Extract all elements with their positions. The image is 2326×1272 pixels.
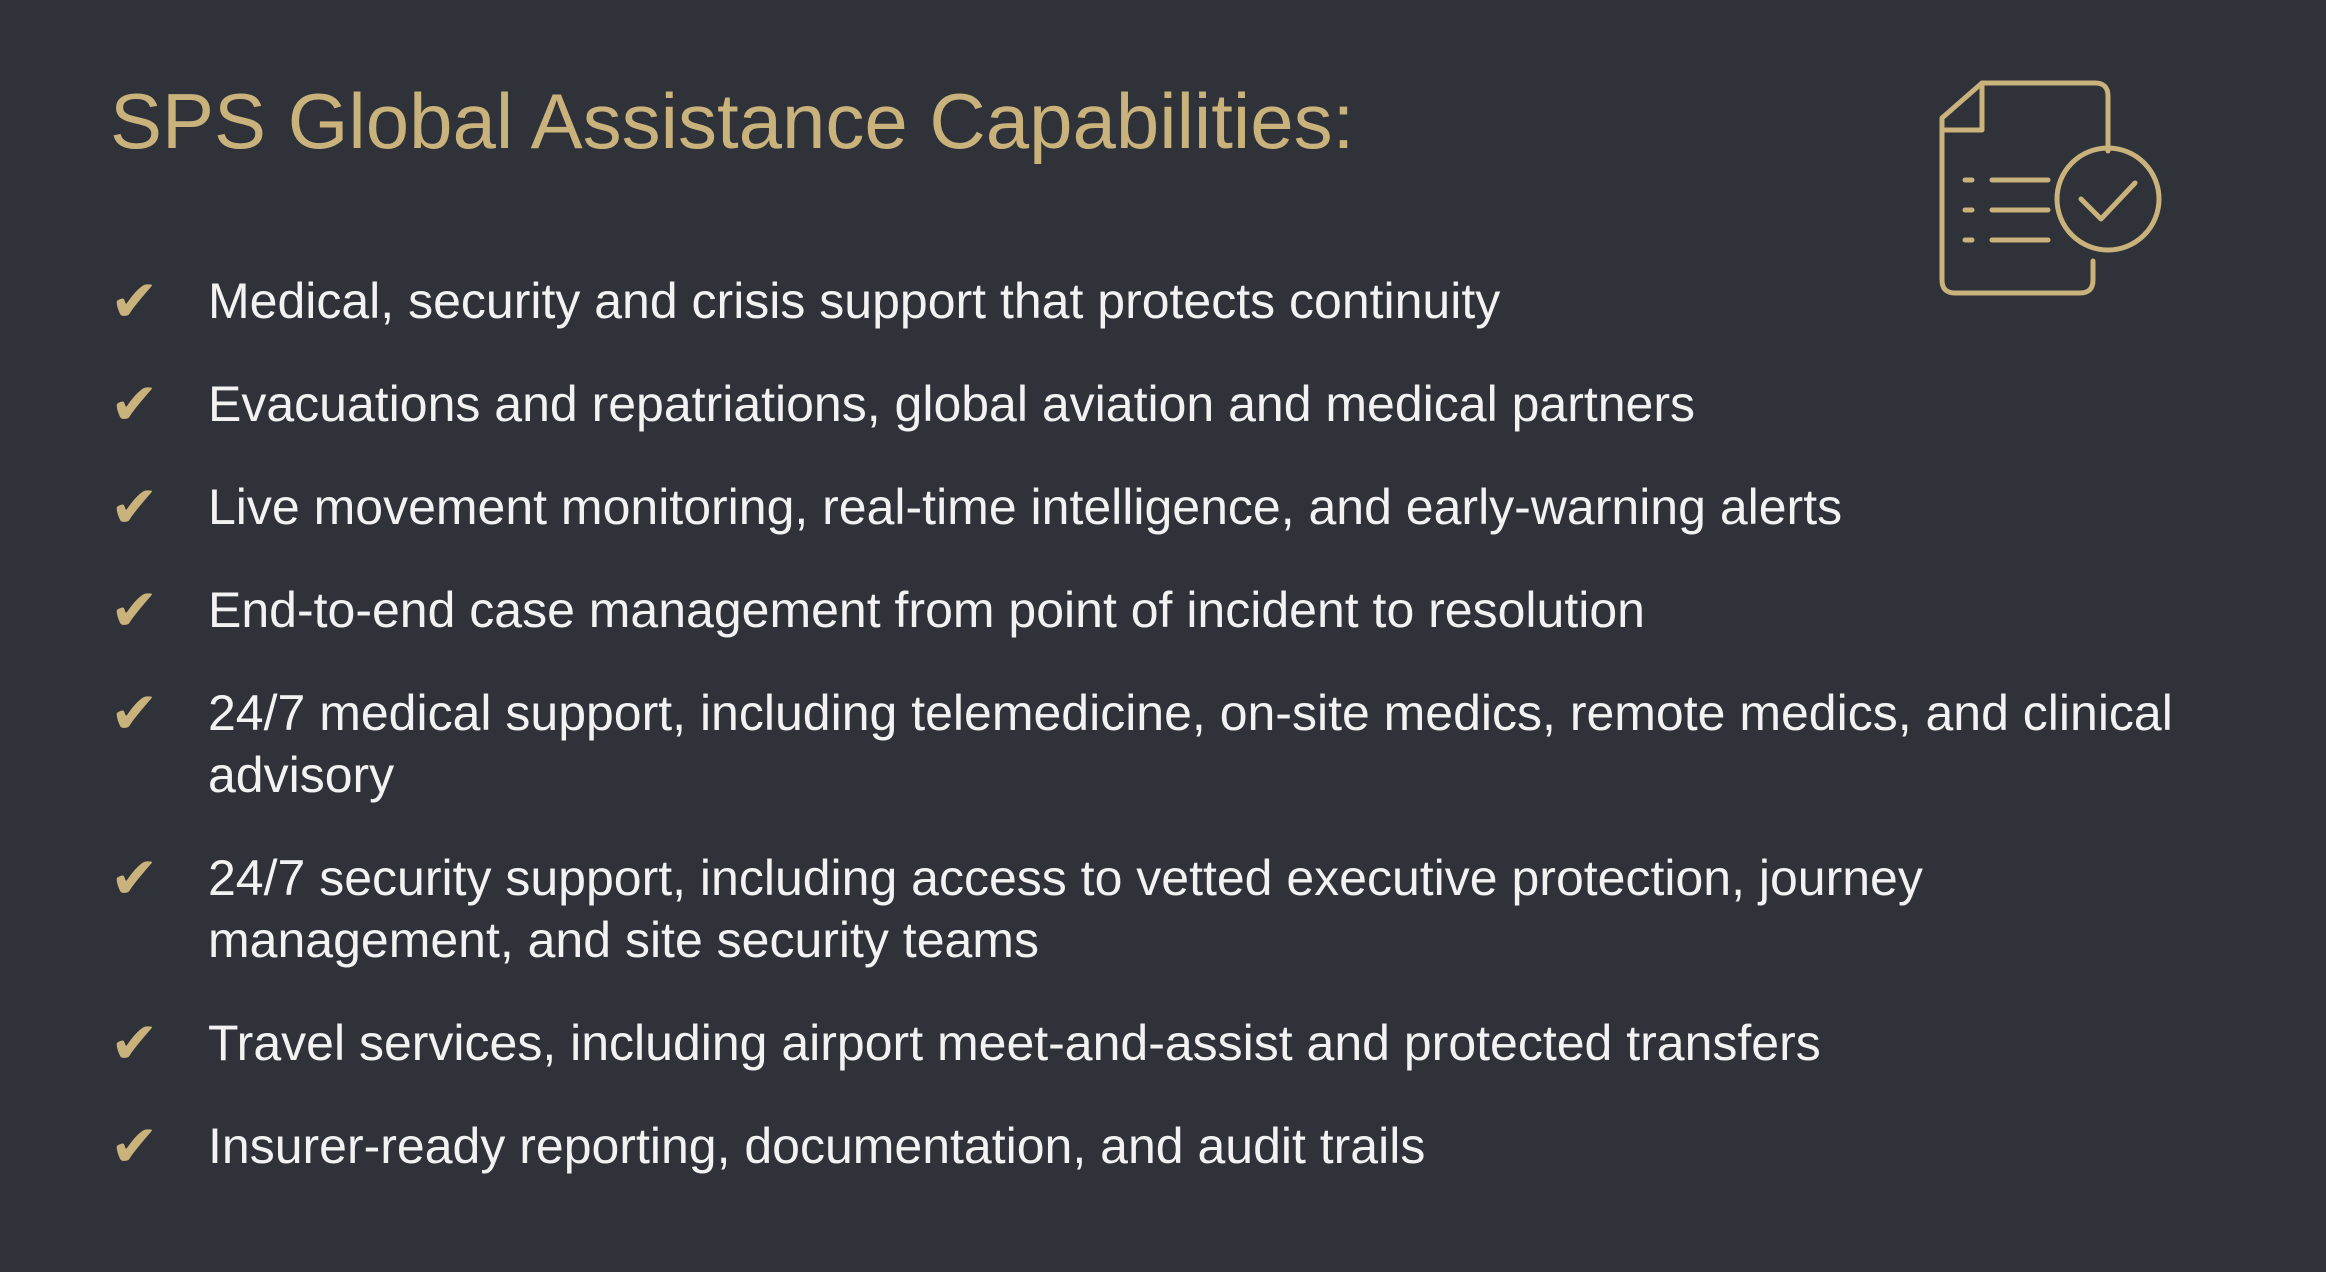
list-item-text: End-to-end case management from point of incident to resolution [208, 582, 1645, 638]
list-item [110, 267, 2240, 335]
checkmark-icon: ✔ [110, 844, 159, 912]
list-item-text: Evacuations and repatriations, global aviation and medical partners [208, 376, 1696, 432]
list-item-text: Insurer-ready reporting, documentation, and audit trails [208, 1118, 1426, 1174]
list-item [110, 370, 2240, 438]
list-item [110, 844, 2240, 971]
list-item-text: Live movement monitoring, real-time intelligence, and early-warning alerts [208, 479, 1843, 535]
checkmark-icon: ✔ [110, 267, 159, 335]
checkmark-icon: ✔ [110, 473, 159, 541]
list-item-text: Travel services, including airport meet-and-assist and protected transfers [208, 1015, 1821, 1071]
slide-title: SPS Global Assistance Capabilities: [110, 77, 1355, 165]
checkmark-icon: ✔ [110, 679, 159, 747]
checkmark-icon: ✔ [110, 1009, 159, 1077]
checkmark-icon: ✔ [110, 370, 159, 438]
checkmark-icon: ✔ [110, 1112, 159, 1180]
list-item [110, 1009, 2240, 1077]
list-item-text: Medical, security and crisis support that protects continuity [208, 273, 1501, 329]
list-item [110, 473, 2240, 541]
list-item [110, 576, 2240, 644]
list-item [110, 1112, 2240, 1180]
list-item [110, 679, 2240, 806]
list-item-text: 24/7 medical support, including telemedicine, on-site medics, remote medics, and clinical advisory [208, 685, 2173, 803]
list-item-text: 24/7 security support, including access to vetted executive protection, journey management, and site security teams [208, 850, 1923, 968]
checkmark-icon: ✔ [110, 576, 159, 644]
